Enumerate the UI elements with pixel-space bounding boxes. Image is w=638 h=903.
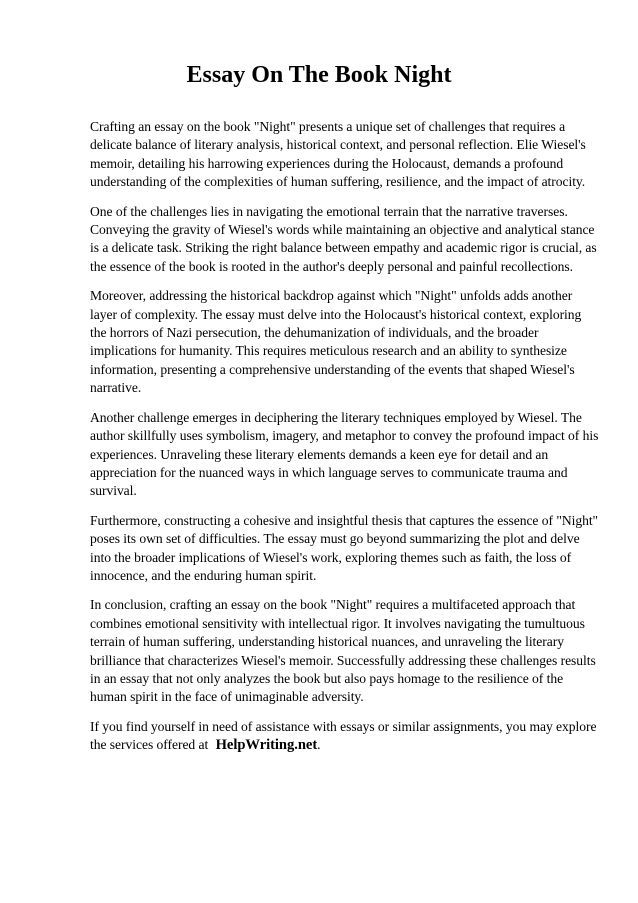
paragraph-closing [90, 718, 600, 755]
essay-body [90, 118, 600, 766]
closing-text: If you find yourself in need of assistance with essays or similar assignments, you may explore the services offered at [90, 718, 597, 753]
paragraph-historical-backdrop: Moreover, addressing the historical backdrop against which "Night" unfolds adds another layer of complexity. The essay must delve into the Holocaust's historical context, exploring the horrors of Nazi persecution, the dehumanization of individuals, and the broader implications for humanity. This requires meticulous research and an ability to synthesize information, presenting a comprehensive understanding of the events that shaped Wiesel's narrative. [90, 288, 582, 396]
page-title: Essay On The Book Night [186, 62, 452, 88]
helpwriting-link[interactable]: HelpWriting.net [215, 737, 318, 754]
paragraph-literary-techniques: Another challenge emerges in deciphering the literary techniques employed by Wiesel. The author skillfully uses symbolism, imagery, and metaphor to convey the profound impact of his experiences. Unraveling these literary elements demands a keen eye for detail and an appreciation for the nuanced ways in which language serves to communicate trauma and survival. [90, 409, 599, 499]
paragraph-intro: Crafting an essay on the book "Night" presents a unique set of challenges that requires a delicate balance of literary analysis, historical context, and personal reflection. Elie Wiesel's memoir, detailing his harrowing experiences during the Holocaust, demands a profound understanding of the complexities of human suffering, resilience, and the impact of atrocity. [90, 119, 586, 190]
paragraph-emotional-terrain: One of the challenges lies in navigating the emotional terrain that the narrative traverses. Conveying the gravity of Wiesel's words while maintaining an objective and analytical stance is a delicate task. Striking the right balance between empathy and academic rigor is crucial, as the essence of the book is rooted in the author's deeply personal and painful recollections. [90, 203, 597, 274]
closing-punctuation: . [317, 737, 321, 753]
paragraph-conclusion: In conclusion, crafting an essay on the book "Night" requires a multifaceted approach that combines emotional sensitivity with intellectual rigor. It involves navigating the tumultuous terrain of human suffering, understanding historical nuances, and unraveling the literary brilliance that characterizes Wiesel's memoir. Successfully addressing these challenges results in an essay that not only analyzes the book but also pays homage to the resilience of the human spirit in the face of unimaginable adversity. [90, 597, 596, 705]
paragraph-thesis: Furthermore, constructing a cohesive and insightful thesis that captures the essence of "Night" poses its own set of difficulties. The essay must go beyond summarizing the plot and delve into the broader implications of Wiesel's work, exploring themes such as faith, the loss of innocence, and the enduring human spirit. [90, 512, 599, 583]
